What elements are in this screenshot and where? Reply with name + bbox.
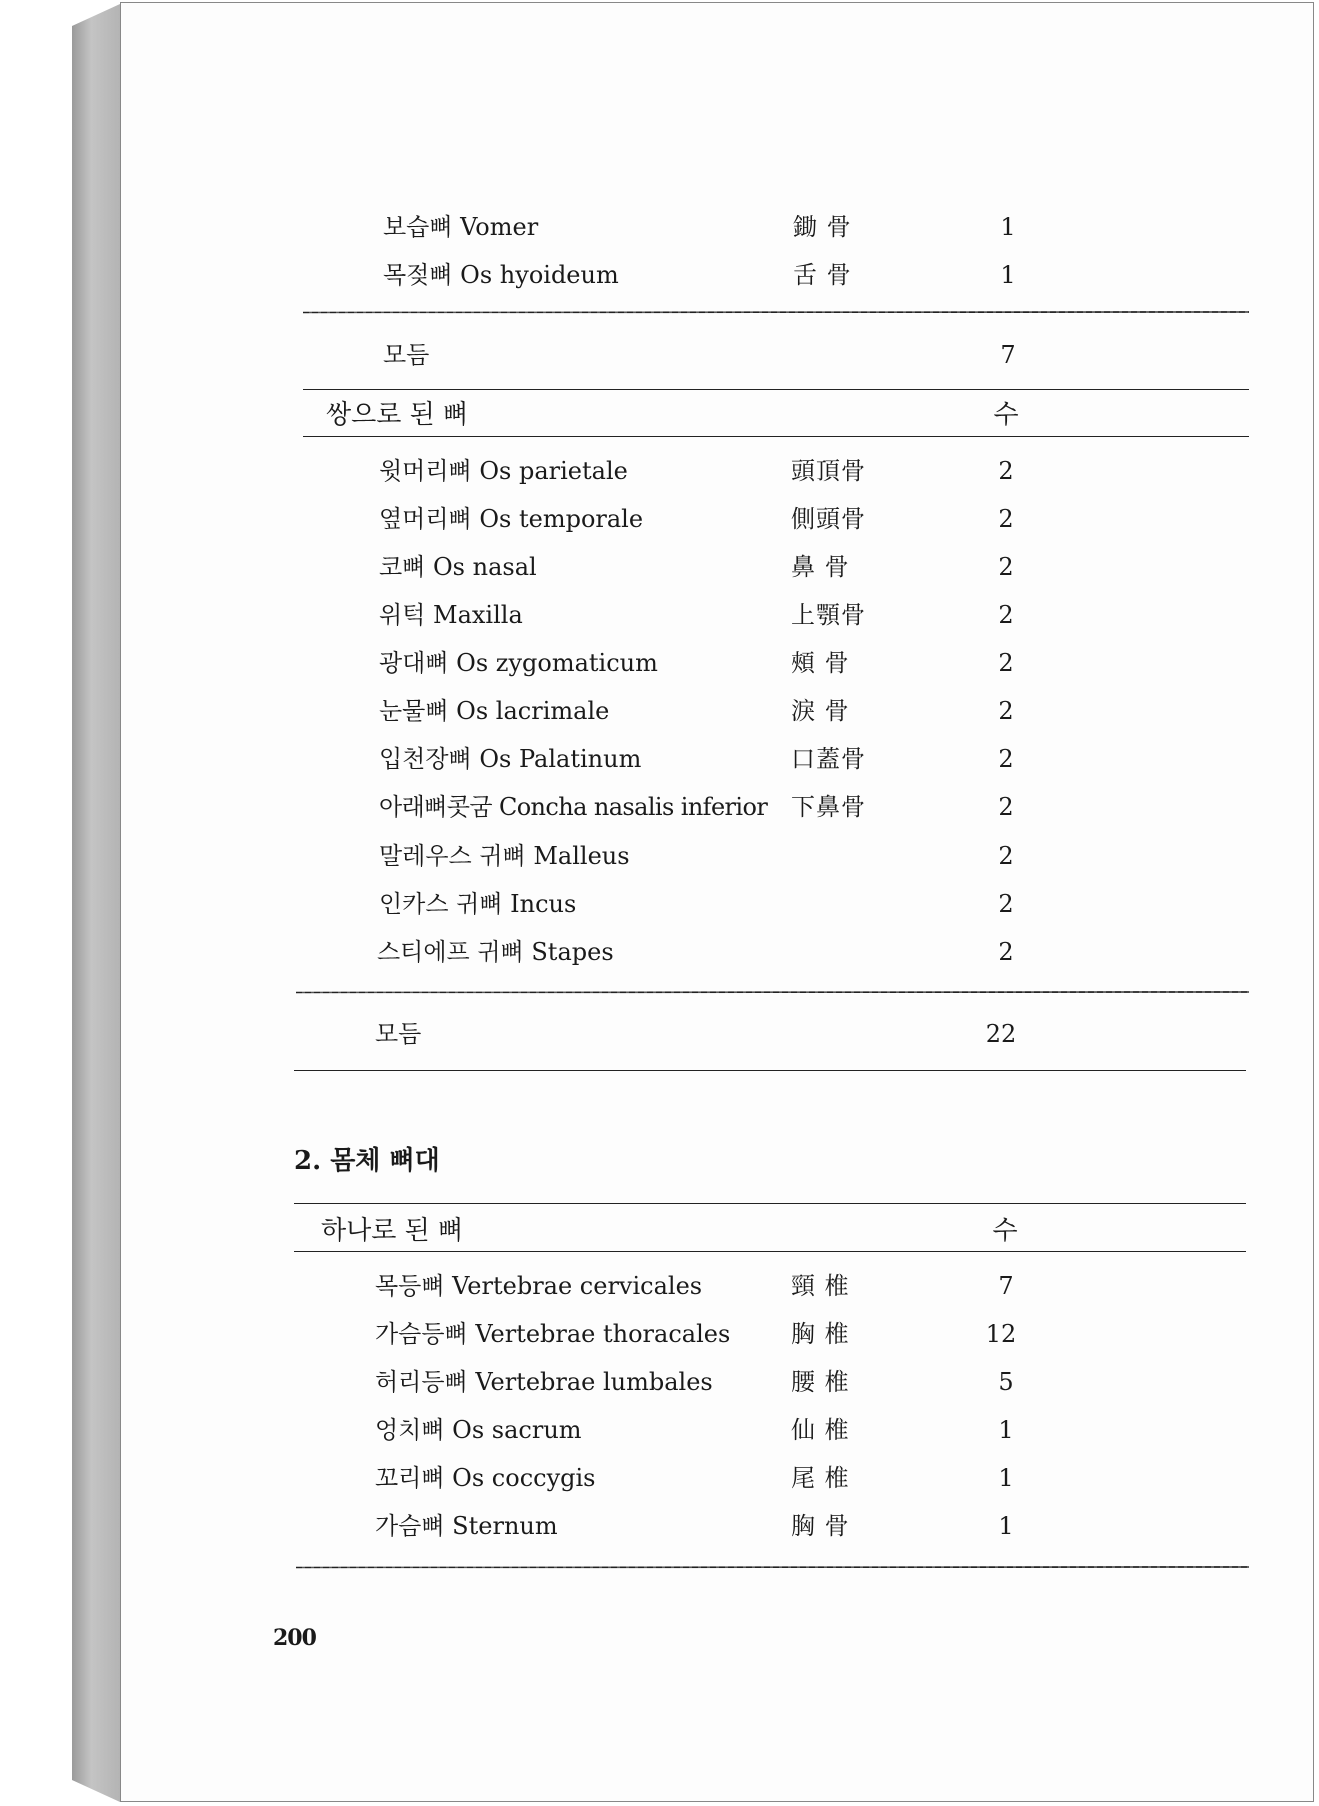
table-wavy-rule xyxy=(296,1564,1249,1570)
bone-count: 12 xyxy=(985,1320,1017,1348)
bone-name: 광대뼈 Os zygomaticum xyxy=(379,649,658,677)
bone-name: 눈물뼈 Os lacrimale xyxy=(379,697,610,725)
bone-hanja: 下鼻骨 xyxy=(791,793,866,821)
bone-hanja: 頸 椎 xyxy=(791,1272,850,1300)
bone-hanja: 鋤 骨 xyxy=(793,213,852,241)
bone-name: 스티에프 귀뼈 Stapes xyxy=(377,938,614,966)
table-rule xyxy=(294,1070,1246,1071)
header-label: 하나로 된 뼈 xyxy=(321,1216,464,1246)
bone-count: 2 xyxy=(998,842,1014,870)
bone-name: 입천장뼈 Os Palatinum xyxy=(379,745,642,773)
bone-name: 목젖뼈 Os hyoideum xyxy=(383,261,619,289)
bone-hanja: 胸 椎 xyxy=(791,1320,850,1348)
total-count: 22 xyxy=(985,1020,1017,1048)
total-label: 모듬 xyxy=(383,341,430,369)
bone-count: 1 xyxy=(998,1464,1014,1492)
bone-name: 엉치뼈 Os sacrum xyxy=(375,1416,582,1444)
bone-count: 2 xyxy=(998,553,1014,581)
table-wavy-rule xyxy=(303,309,1249,315)
bone-name: 윗머리뼈 Os parietale xyxy=(379,457,628,485)
bone-count: 2 xyxy=(998,601,1014,629)
table-wavy-rule xyxy=(296,989,1249,995)
page-number: 200 xyxy=(273,1625,316,1651)
bone-hanja: 淚 骨 xyxy=(791,697,850,725)
bone-hanja: 胸 骨 xyxy=(791,1512,850,1540)
bone-name: 위턱 Maxilla xyxy=(379,601,523,629)
total-label: 모듬 xyxy=(375,1020,422,1048)
bone-hanja: 舌 骨 xyxy=(793,261,852,289)
bone-hanja: 頭頂骨 xyxy=(791,457,866,485)
header-count-label: 수 xyxy=(992,1216,1018,1246)
bone-name: 옆머리뼈 Os temporale xyxy=(379,505,644,533)
total-count: 7 xyxy=(1000,341,1016,369)
section-title: 2. 몸체 뼈대 xyxy=(294,1146,440,1176)
bone-hanja: 腰 椎 xyxy=(791,1368,850,1396)
header-count-label: 수 xyxy=(993,400,1019,430)
bone-count: 2 xyxy=(998,649,1014,677)
bone-count: 1 xyxy=(1000,261,1016,289)
header-label: 쌍으로 된 뼈 xyxy=(326,400,469,430)
table-rule xyxy=(294,1203,1246,1204)
bone-count: 1 xyxy=(998,1512,1014,1540)
bone-name: 가슴등뼈 Vertebrae thoracales xyxy=(375,1320,731,1348)
bone-hanja: 側頭骨 xyxy=(791,505,866,533)
bone-hanja: 尾 椎 xyxy=(791,1464,850,1492)
bone-name: 보습뼈 Vomer xyxy=(383,213,539,241)
bone-count: 2 xyxy=(998,793,1014,821)
bone-hanja: 仙 椎 xyxy=(791,1416,850,1444)
table-rule xyxy=(294,1251,1246,1252)
bone-hanja: 口蓋骨 xyxy=(791,745,866,773)
bone-count: 2 xyxy=(998,505,1014,533)
bone-count: 5 xyxy=(998,1368,1014,1396)
bone-name: 목등뼈 Vertebrae cervicales xyxy=(375,1272,703,1300)
bone-name: 허리등뼈 Vertebrae lumbales xyxy=(375,1368,713,1396)
bone-count: 2 xyxy=(998,745,1014,773)
bone-name: 아래뼈콧굼 Concha nasalis inferior xyxy=(379,793,768,821)
table-rule xyxy=(303,436,1249,437)
bone-name: 꼬리뼈 Os coccygis xyxy=(375,1464,596,1492)
bone-name: 가슴뼈 Sternum xyxy=(375,1512,558,1540)
page-content xyxy=(121,3,1313,1801)
bone-name: 인카스 귀뼈 Incus xyxy=(379,890,577,918)
bone-hanja: 頰 骨 xyxy=(791,649,850,677)
table-rule xyxy=(303,389,1249,390)
bone-count: 1 xyxy=(998,1416,1014,1444)
bone-count: 1 xyxy=(1000,213,1016,241)
bone-name: 코뼈 Os nasal xyxy=(379,553,537,581)
bone-count: 2 xyxy=(998,938,1014,966)
book-spine xyxy=(72,4,120,1802)
bone-count: 2 xyxy=(998,890,1014,918)
bone-hanja: 鼻 骨 xyxy=(791,553,850,581)
bone-name: 말레우스 귀뼈 Malleus xyxy=(379,842,630,870)
bone-count: 2 xyxy=(998,457,1014,485)
bone-count: 2 xyxy=(998,697,1014,725)
bone-hanja: 上顎骨 xyxy=(791,601,866,629)
book-page xyxy=(120,2,1314,1802)
bone-count: 7 xyxy=(998,1272,1014,1300)
